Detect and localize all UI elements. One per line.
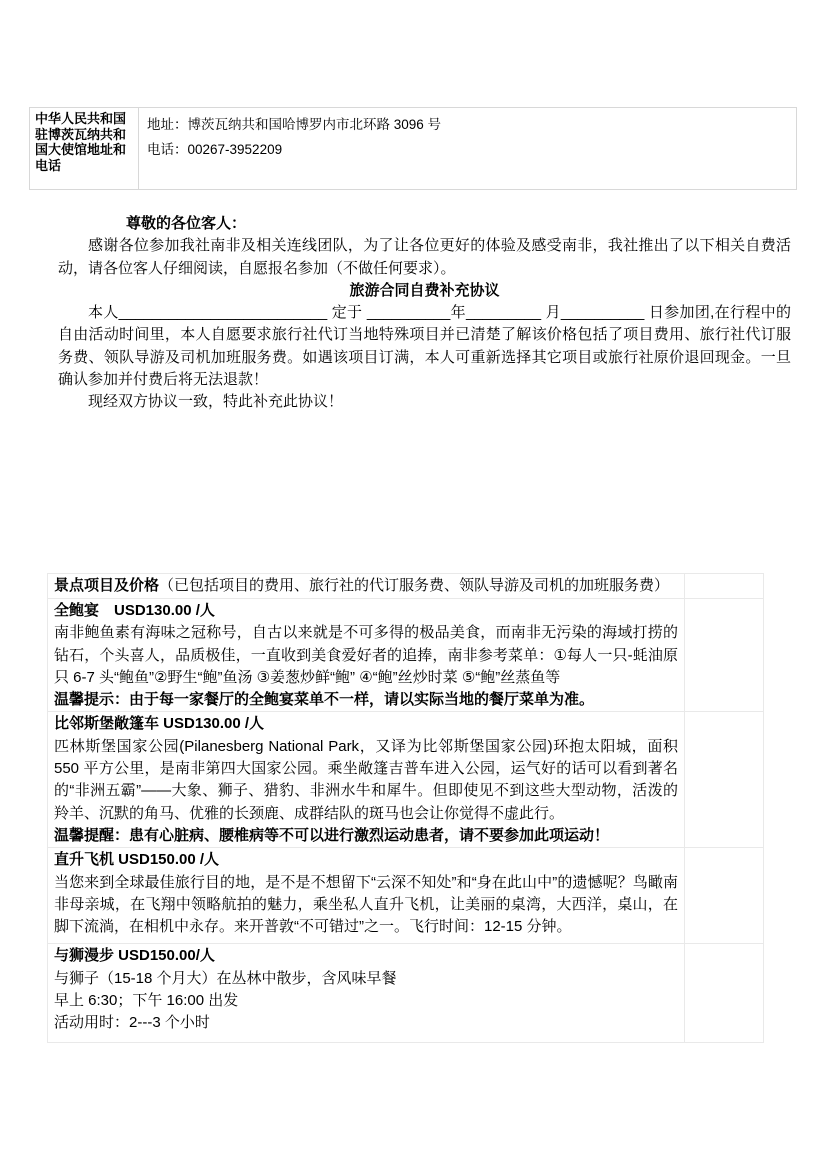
embassy-label-cell: 中华人民共和国驻博茨瓦纳共和国大使馆地址和电话 bbox=[30, 108, 139, 190]
table-row-lion-walk bbox=[48, 944, 764, 1043]
abalone-feast-cell bbox=[48, 599, 685, 712]
activity-title: 比邻斯堡敞篷车 USD130.00 /人 bbox=[54, 715, 265, 733]
activity-description: 匹林斯堡国家公园(Pilanesberg National Park，又译为比邻斯堡国家公园)环抱太阳城，面积 550 平方公里，是南非第四大国家公园。乘坐敞篷吉普车进入公园，运气好的话可以看到著名的“非洲五霸”——大象、狮子、猎豹、非洲水牛和犀牛。但即使见不到这些大型动物，活泼的羚羊、沉默的角马、优雅的长颈鹿、成群结队的斑马也会让你觉得不虚此行。 bbox=[54, 737, 678, 822]
price-table-empty-cell bbox=[685, 574, 764, 599]
intro-paragraph: 感谢各位参加我社南非及相关连线团队，为了让各位更好的体验及感受南非，我社推出了以下相关自费活动，请各位客人仔细阅读，自愿报名参加（不做任何要求）。 bbox=[58, 237, 791, 277]
price-table-empty-cell bbox=[685, 599, 764, 712]
activity-description: 南非鲍鱼素有海味之冠称号，自古以来就是不可多得的极品美食，而南非无污染的海域打捞的钻石，个头喜人，品质极佳，一直收到美食爱好者的追捧，南非参考菜单：①每人一只-蚝油原只 6-7 头“鲍鱼”②野生“鲍”鱼汤 ③姜葱炒鲜“鲍” ④“鲍”丝炒时菜 ⑤“鲍”丝蒸鱼等 bbox=[54, 624, 678, 686]
activity-note: 温馨提醒：患有心脏病、腰椎病等不可以进行激烈运动患者，请不要参加此项运动！ bbox=[54, 826, 610, 844]
table-row-pilanesberg-jeep bbox=[48, 712, 764, 848]
lion-walk-cell bbox=[48, 944, 685, 1043]
guest-greeting: 尊敬的各位客人： bbox=[126, 215, 247, 232]
activity-schedule: 早上 6:30；下午 16:00 出发 bbox=[54, 991, 239, 1009]
activity-title: 与狮漫步 USD150.00/人 bbox=[54, 947, 215, 965]
helicopter-cell bbox=[48, 848, 685, 944]
price-table-header-row bbox=[48, 574, 764, 599]
embassy-info-table bbox=[29, 107, 797, 190]
activity-title: 全鲍宴 USD130.00 /人 bbox=[54, 602, 215, 619]
embassy-phone-text: 电话：00267-3952209 bbox=[147, 142, 283, 157]
price-table-empty-cell bbox=[685, 712, 764, 848]
activity-duration: 活动用时：2---3 个小时 bbox=[54, 1014, 210, 1032]
activity-description: 当您来到全球最佳旅行目的地，是不是不想留下“云深不知处”和“身在此山中”的遗憾呢？鸟瞰南非母亲城，在飞翔中领略航拍的魅力，乘坐私人直升飞机，让美丽的桌湾，大西洋，桌山，在脚下流淌，在相机中永存。来开普敦“不可错过”之一。飞行时间：12-15 分钟。 bbox=[54, 873, 678, 936]
price-table bbox=[47, 573, 764, 1043]
embassy-address-text: 地址：博茨瓦纳共和国哈博罗内市北环路 3096 号 bbox=[147, 117, 442, 132]
activity-title: 直升飞机 USD150.00 /人 bbox=[54, 851, 220, 869]
agreement-closing-line: 现经双方协议一致，特此补充此协议！ bbox=[88, 393, 344, 411]
activity-note: 温馨提示：由于每一家餐厅的全鲍宴菜单不一样，请以实际当地的餐厅菜单为准。 bbox=[54, 691, 595, 709]
price-table-empty-cell bbox=[685, 944, 764, 1043]
agreement-title: 旅游合同自费补充协议 bbox=[349, 281, 500, 299]
price-table-header-subtitle: （已包括项目的费用、旅行社的代订服务费、领队导游及司机的加班服务费） bbox=[159, 577, 670, 594]
pilanesberg-jeep-cell bbox=[48, 712, 685, 848]
table-row-abalone-feast bbox=[48, 599, 764, 712]
activity-description: 与狮子（15-18 个月大）在丛林中散步，含风味早餐 bbox=[54, 969, 397, 987]
price-table-empty-cell bbox=[685, 848, 764, 944]
agreement-body-with-blanks: 本人_________________________ 定于 __________年_________ 月__________ 日参加团,在行程中的自由活动时间里，本人自愿要求旅行社代订当地特殊项目并已清楚了解该价格包括了项目费用、旅行社代订服务费、领队导游及司机加班服务费。如遇该项目订满，本人可重新选择其它项目或旅行社原价退回现金。一旦确认参加并付费后将无法退款！ bbox=[58, 304, 791, 389]
agreement-section bbox=[58, 213, 791, 414]
table-row-helicopter bbox=[48, 848, 764, 944]
price-table-header-title: 景点项目及价格 bbox=[54, 577, 160, 594]
embassy-contact-cell bbox=[139, 108, 797, 190]
embassy-info-row bbox=[30, 108, 797, 190]
price-table-header-cell bbox=[48, 574, 685, 599]
